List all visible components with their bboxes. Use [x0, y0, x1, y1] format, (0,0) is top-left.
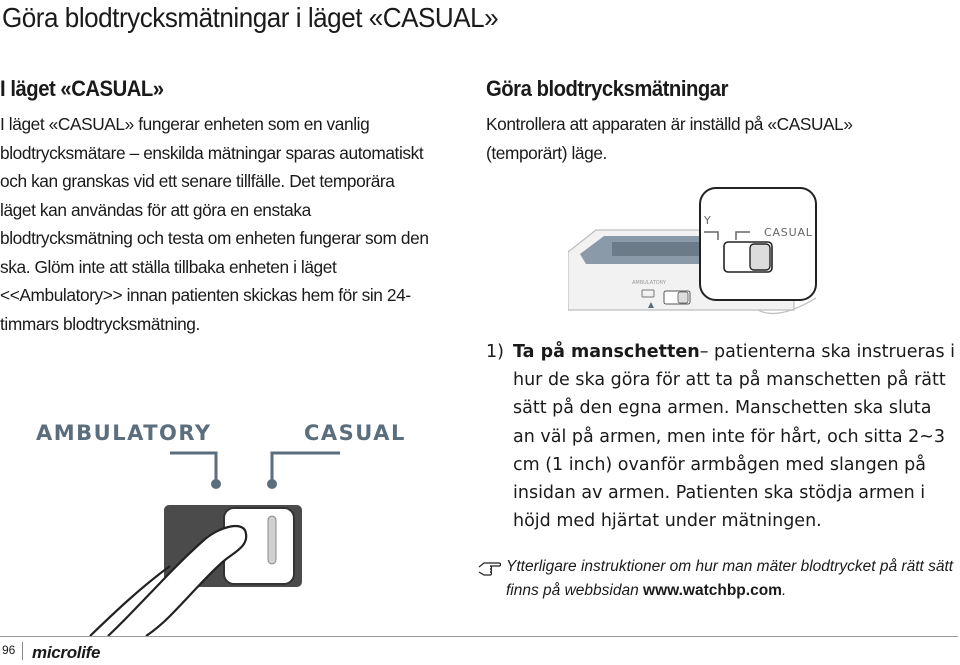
device-mode-switch-knob: [678, 292, 688, 303]
casual-label: CASUAL: [304, 421, 406, 445]
casual-pointer-line: [272, 453, 340, 482]
note-text: Ytterligare instruktioner om hur man mäter blodtrycket på rätt sätt finns på webbsidan: [506, 558, 954, 599]
switch-grip: [268, 516, 276, 564]
step-1: [486, 338, 956, 535]
device-screen-digits: [612, 242, 702, 256]
pointing-hand-icon: [478, 559, 502, 577]
ambulatory-label: AMBULATORY: [36, 421, 212, 445]
ambulatory-pointer-dot: [211, 479, 221, 489]
casual-mode-section: [0, 76, 430, 338]
step-1-number: 1): [486, 342, 504, 362]
page-number: 96: [2, 643, 16, 657]
watchbp-link[interactable]: www.watchbp.com: [643, 582, 782, 599]
casual-mode-description: I läget «CASUAL» fungerar enheten som en vanlig blodtrycksmätare – enskilda mätningar sparas automatiskt och kan granskas vid ett senare tillfälle. Det temporära läget kan användas för att göra en enstaka blodtrycksmätning och testa om enheten fungerar som den ska. Glöm inte att ställa tillbaka enheten i läget <<Ambulatory>> innan patienten skickas hem för sin 24-timmars blodtrycksmätning.: [0, 114, 429, 334]
footer-rule: [0, 636, 958, 637]
casual-pointer-dot: [267, 479, 277, 489]
zoom-ambulatory-fragment: Y: [704, 214, 711, 227]
note: [478, 555, 958, 603]
measurement-heading: Göra blodtrycksmätningar: [486, 76, 729, 101]
measurement-intro: Kontrollera att apparaten är inställd på «CASUAL» (temporärt) läge.: [486, 114, 853, 163]
step-1-text: – patienterna ska instrueras i hur de ska göra för att ta på manschetten på rätt sätt på den egna armen. Manschetten ska sluta an väl på armen, men inte för hårt, och sitta 2~3 cm (1 inch) ovanför armbågen med slangen på insidan av armen. Patienten ska stödja armen i höjd med hjärtat under mätningen.: [513, 342, 955, 532]
note-end: .: [781, 582, 787, 599]
casual-mode-heading: I läget «CASUAL»: [0, 76, 164, 101]
zoom-switch-knob: [750, 244, 770, 270]
page-title: Göra blodtrycksmätningar i läget «CASUAL»: [2, 2, 499, 33]
brand-logo: microlife: [32, 643, 101, 662]
device-mode-illustration: [568, 180, 828, 330]
mode-switch-illustration: [20, 400, 440, 636]
ambulatory-pointer-line: [170, 453, 216, 482]
footer-divider: [22, 642, 23, 660]
zoom-casual-label: CASUAL: [764, 226, 813, 239]
small-ambulatory-label: AMBULATORY: [632, 280, 666, 286]
step-1-title: Ta på manschetten: [513, 342, 700, 362]
